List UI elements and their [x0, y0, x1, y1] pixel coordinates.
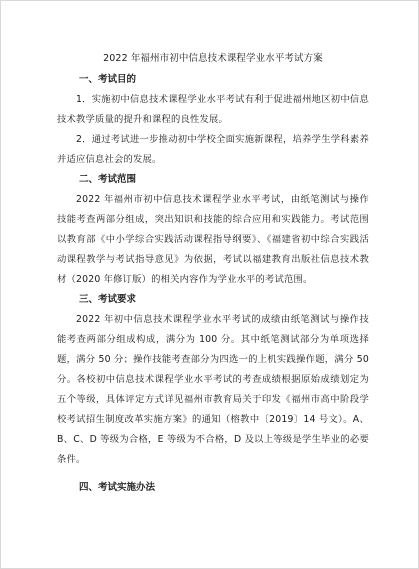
paragraph-scope: 2022 年福州市初中信息技术课程学业水平考试，由纸笔测试与操作技能考查两部分组成，突出知识和技能的综合应用和实践能力。考试范围以教育部《中小学综合实践活动课程指导纲要》、《福建省初中综合实践活动课程教学与考试指导意见》为依据，考试以福建教育出版社信息技术教材（2020 年修订版）的相关内容作为学业水平的考试范围。 [57, 194, 369, 285]
section-heading-requirements: 三、考试要求 [79, 294, 137, 305]
section-heading-implementation: 四、考试实施办法 [79, 482, 156, 493]
paragraph-purpose-2: 2．通过考试进一步推动初中学校全面实施新课程，培养学生学科素养并适应信息社会的发展。 [57, 134, 369, 165]
page-content [57, 51, 369, 498]
page-title: 2022 年福州市初中信息技术课程学业水平考试方案 [103, 53, 323, 64]
section-heading-purpose: 一、考试目的 [79, 74, 137, 85]
paragraph-requirements: 2022 年初中信息技术课程学业水平考试的成绩由纸笔测试与操作技能考查两部分组成构成，满分为 100 分。其中纸笔测试部分为单项选择题，满分 50 分；操作技能考查部分为四选一的上机实践操作题，满分 50 分。各校初中信息技术课程学业水平考试的考查成绩根据原始成绩划定为五个等级，具体评定方式详见福州市教育局关于印发《福州市高中阶段学校考试招生制度改革实施方案》的通知（榕教中〔2019〕14 号文）。A、B、C、D 等级为合格，E 等级为不合格，D 及以上等级是学生毕业的必要条件。 [57, 314, 369, 465]
section-heading-scope: 二、考试范围 [79, 174, 137, 185]
paragraph-purpose-1: 1．实施初中信息技术课程学业水平考试有利于促进福州地区初中信息技术教学质量的提升和课程的良性发展。 [57, 94, 369, 125]
